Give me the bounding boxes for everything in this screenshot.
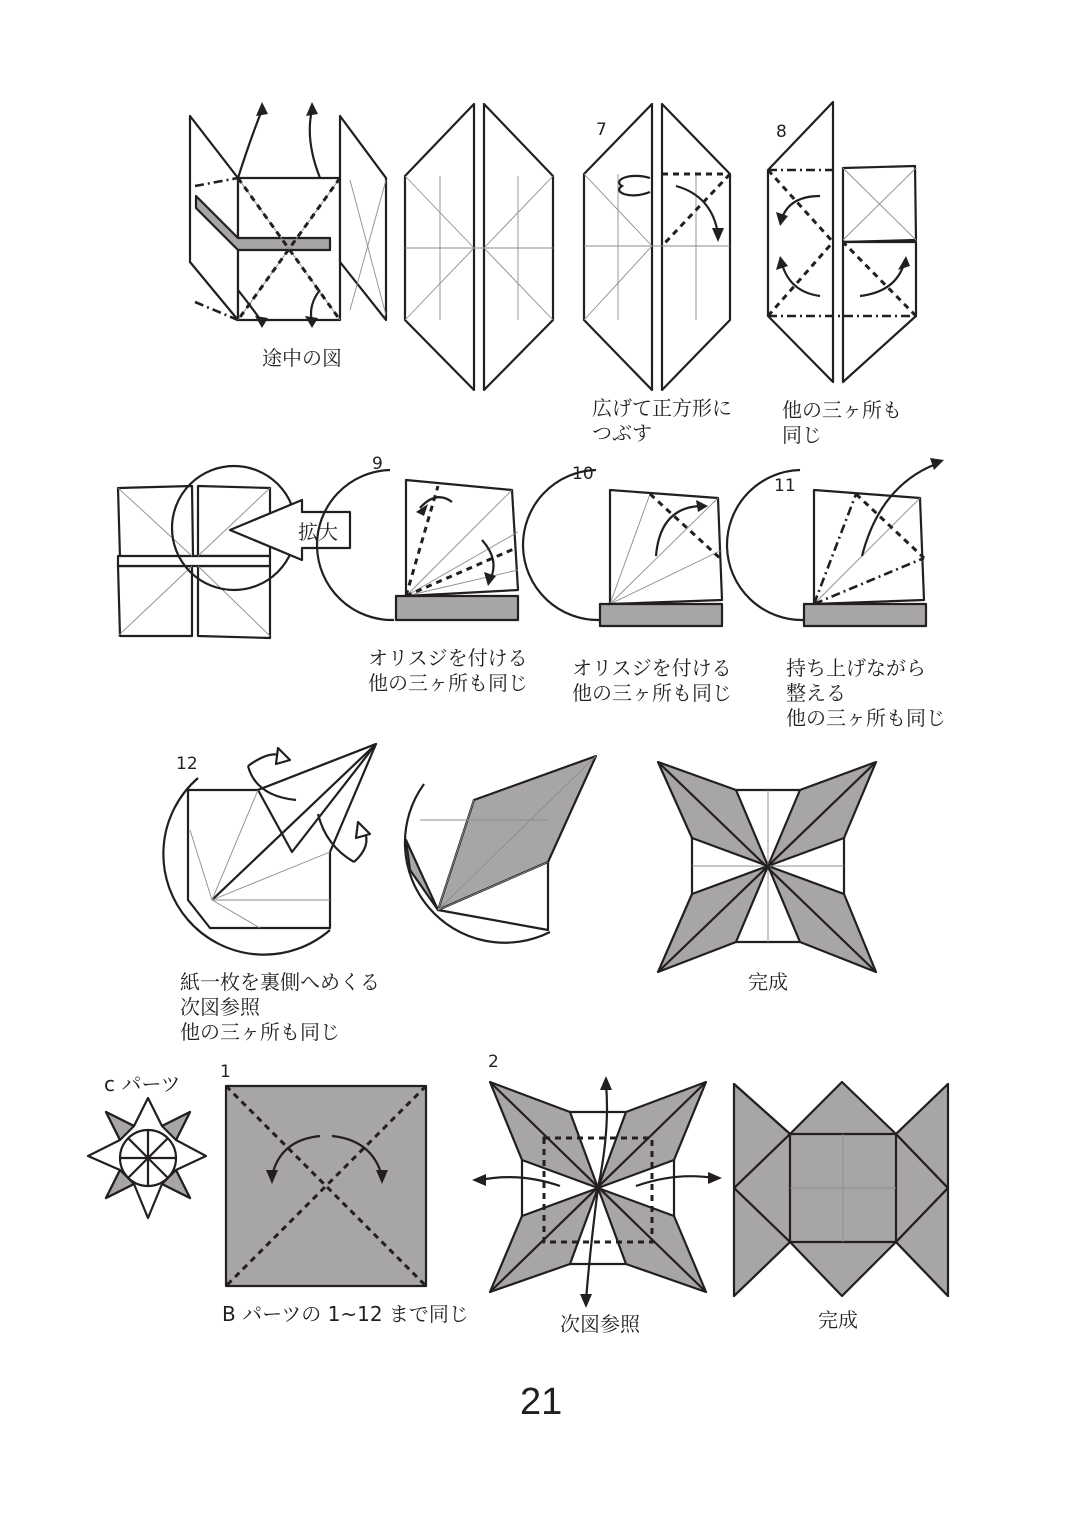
c-step-number-2: 2 [488,1052,499,1072]
figure-step11 [727,458,944,626]
figure-step12 [163,744,376,955]
caption-step10: オリスジを付ける 他の三ヶ所も同じ [572,656,732,705]
page-number: 21 [520,1381,563,1423]
figure-overview [118,466,350,638]
figure-step8 [768,102,916,382]
figure-step10 [523,470,722,626]
caption-complete-b: 完成 [748,970,788,994]
step-number-7: 7 [596,120,607,140]
step-number-8: 8 [776,122,787,142]
caption-complete-c: 完成 [818,1308,858,1332]
figure-step7 [584,104,730,390]
figure-in-progress [190,102,386,328]
caption-step9: オリスジを付ける 他の三ヶ所も同じ [368,646,528,695]
figure-c-step2 [472,1076,722,1308]
caption-step7: 広げて正方形に つぶす [592,396,732,445]
caption-in-progress: 途中の図 [262,346,342,370]
figure-c-step1 [226,1086,426,1286]
step-number-11: 11 [774,476,796,496]
figure-step6 [405,104,553,390]
caption-c-parts: c パーツ [104,1072,181,1096]
step-number-9: 9 [372,454,383,474]
figure-c-parts-star [88,1098,206,1218]
enlarge-label: 拡大 [298,520,338,544]
figure-step12b [405,756,596,943]
caption-step12: 紙一枚を裏側へめくる 次図参照 他の三ヶ所も同じ [180,970,380,1044]
c-step-number-1: 1 [220,1062,231,1082]
caption-c-step1: B パーツの 1~12 まで同じ [222,1302,469,1326]
caption-step8: 他の三ヶ所も 同じ [782,398,902,447]
figure-complete-c [734,1082,948,1296]
step-number-12: 12 [176,754,198,774]
caption-c-step2: 次図参照 [560,1312,640,1336]
figure-complete-b [658,762,876,972]
caption-step11: 持ち上げながら 整える 他の三ヶ所も同じ [786,656,946,730]
step-number-10: 10 [572,464,594,484]
